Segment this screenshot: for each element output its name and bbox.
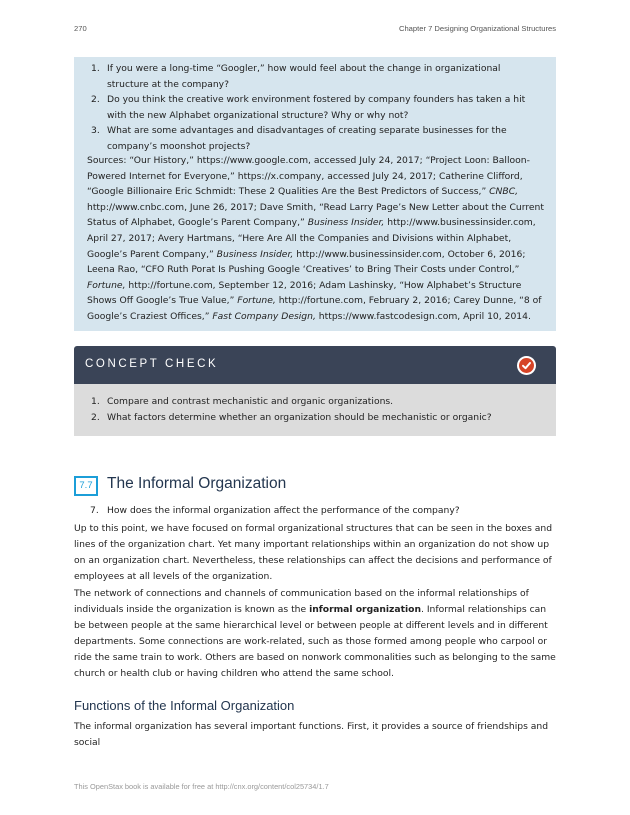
- item-number: 2.: [91, 411, 100, 423]
- list-item: [74, 61, 556, 92]
- paragraph-formal-structures: Up to this point, we have focused on formal organizational structures that can be seen in the boxes and lines of the organization chart. Yet many important relationships within an organization do not show up on an organization chart. Nevertheless, these relationships can affect the decisions and performance of employees at all levels of the organization.: [74, 523, 553, 583]
- paragraph-functions: The informal organization has several important functions. First, it provides a source of friendships and social: [74, 721, 549, 749]
- item-number: 1.: [91, 396, 100, 407]
- source-publication: Business Insider,: [216, 248, 294, 260]
- sources-citation: [87, 153, 552, 325]
- case-study-box: [74, 57, 556, 331]
- item-text: Compare and contrast mechanistic and organic organizations.: [107, 396, 394, 407]
- source-publication: Fortune,: [87, 279, 126, 291]
- list-item: [74, 123, 556, 154]
- item-text: Do you think the creative work environment fostered by company founders has taken a hit with the new Alphabet organizational structure? Why or why not?: [107, 94, 526, 121]
- concept-check-body: [74, 384, 556, 436]
- concept-check-questions: [74, 394, 556, 425]
- concept-check-header: [74, 346, 556, 384]
- source-text: http://www.businessinsider.com, October 6, 2016; Leena Rao, “CFO Ruth Porat Is Pushing Google ‘Creatives’ to Bring Their Costs under Control,”: [87, 248, 526, 276]
- source-text: http://www.cnbc.com, June 26, 2017; Dave Smith, “Read Larry Page’s New Letter about the Current Status of Alphabet, Google’s Parent Company,”: [87, 201, 544, 229]
- paragraph-text: . Informal relationships can be between people at the same hierarchical level or between people at different levels and in different departments. Some connections are work-related, such as those formed among people who carpool or ride the same train to work. Others are based on nonwork commonalities such as belonging to the same church or health club or having children who attend the same school.: [74, 604, 556, 680]
- source-publication: Fast Company Design,: [212, 310, 316, 322]
- paragraph-informal-definition: [74, 586, 558, 683]
- source-publication: Business Insider,: [307, 217, 385, 229]
- item-text: What are some advantages and disadvantages of creating separate businesses for the company’s moonshot projects?: [107, 125, 507, 152]
- subsection-heading: Functions of the Informal Organization: [74, 698, 295, 713]
- list-item: [74, 410, 556, 426]
- paragraph-text: The network of connections and channels of communication based on the informal relationships of individuals inside the organization is known as the: [74, 588, 529, 616]
- concept-check-title: CONCEPT CHECK: [85, 358, 219, 370]
- objective-number: 7.: [90, 505, 99, 516]
- section-number-badge: 7.7: [74, 476, 98, 496]
- source-text: http://fortune.com, February 2, 2016; Carey Dunne, “8 of Google’s Craziest Offices,”: [87, 295, 542, 322]
- item-text: What factors determine whether an organization should be mechanistic or organic?: [107, 411, 492, 423]
- source-text: http://www.businessinsider.com, April 27, 2017; Avery Hartmans, “Here Are All the Companies and Divisions within Alphabet, Google’s Parent Company,”: [87, 217, 536, 260]
- objective-text: How does the informal organization affect the performance of the company?: [107, 505, 460, 516]
- source-text: https://www.fastcodesign.com, April 10, 2014.: [315, 310, 531, 322]
- item-number: 3.: [91, 125, 100, 136]
- item-number: 2.: [91, 94, 100, 105]
- item-number: 1.: [91, 63, 100, 74]
- source-publication: Fortune,: [237, 295, 276, 307]
- source-text: Sources: “Our History,” https://www.google.com, accessed July 24, 2017; “Project Loon: Balloon-Powered Internet for Everyone,” https://x.company, accessed July 24, 2017; Catherine Clifford, “Google Billionaire Eric Schmidt: These 2 Qualities Are the Best Predictors of Success,”: [87, 155, 530, 198]
- critical-thinking-questions: [74, 61, 556, 154]
- checkmark-icon: [517, 356, 536, 375]
- item-text: If you were a long-time “Googler,” how would feel about the change in organizational structure at the company?: [107, 63, 501, 90]
- list-item: [74, 92, 556, 123]
- key-term: informal organization: [309, 604, 421, 616]
- source-publication: CNBC,: [489, 186, 519, 198]
- list-item: [74, 394, 556, 410]
- chapter-title: Chapter 7 Designing Organizational Structures: [398, 24, 556, 33]
- page-footer: This OpenStax book is available for free at http://cnx.org/content/col25734/1.7: [74, 782, 329, 791]
- page-number: 270: [74, 24, 87, 33]
- source-text: http://fortune.com, September 12, 2016; Adam Lashinsky, “How Alphabet’s Structure Shows Off Google’s True Value,”: [87, 279, 522, 307]
- section-title: The Informal Organization: [107, 475, 287, 492]
